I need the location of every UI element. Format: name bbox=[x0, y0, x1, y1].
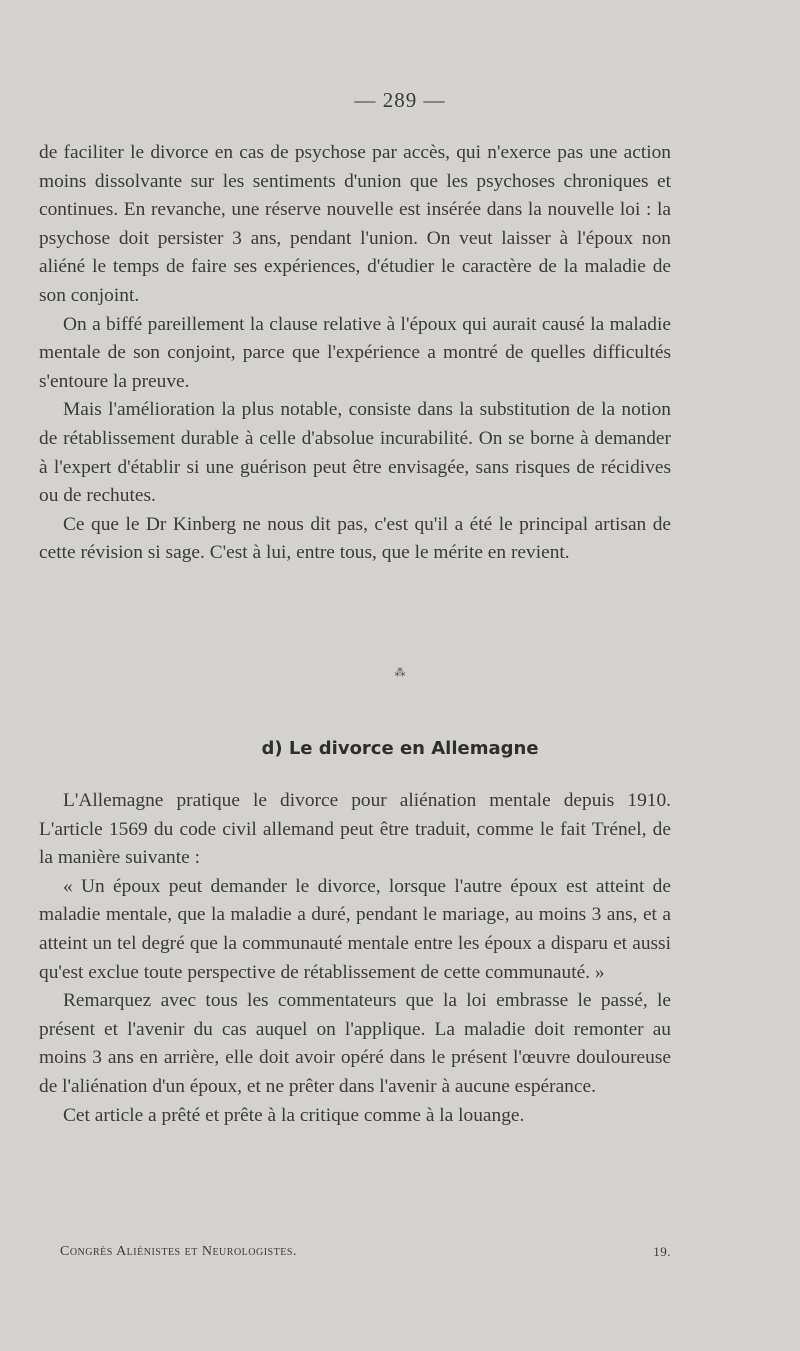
paragraph: de faciliter le divorce en cas de psychose par accès, qui n'exerce pas une action moins dissolvante sur les sentiments d'union que les psychoses chroniques et continues. En revanche, une réserve nouvelle est insérée dans la nouvelle loi : la psychose doit persister 3 ans, pendant l'union. On veut laisser à l'époux non aliéné le temps de faire ses expériences, d'étudier le caractère de la maladie de son conjoint. bbox=[39, 142, 671, 306]
footer-signature: Congrès Aliénistes et Neurologistes. bbox=[60, 1244, 297, 1259]
quoted-article: « Un époux peut demander le divorce, lorsque l'autre époux est atteint de maladie mentale, que la maladie a duré, pendant le mariage, au moins 3 ans, et a atteint un tel degré que la communauté mentale entre les époux a disparu et aussi qu'est exclue toute perspective de rétablissement de cette communauté. » bbox=[39, 875, 671, 983]
page-number: — 289 — bbox=[354, 88, 446, 112]
body-text bbox=[39, 139, 671, 568]
paragraph: Remarquez avec tous les commentateurs que la loi embrasse le passé, le présent et l'avenir du cas auquel on l'applique. La maladie doit remonter au moins 3 ans en arrière, elle doit avoir opéré dans le présent l'œuvre douloureuse de l'aliénation d'un époux, et ne prêter dans l'avenir à aucune espérance. bbox=[39, 990, 671, 1097]
section-heading: d) Le divorce en Allemagne bbox=[261, 738, 539, 759]
section-body bbox=[39, 787, 671, 1130]
paragraph: Mais l'amélioration la plus notable, consiste dans la substitution de la notion de rétablissement durable à celle d'absolue incurabilité. On se borne à demander à l'expert d'établir si une guérison peut être envisagée, sans risques de récidives ou de rechutes. bbox=[39, 399, 671, 507]
paragraph: On a biffé pareillement la clause relative à l'époux qui aurait causé la maladie mentale de son conjoint, parce que l'expérience a montré de quelles difficultés s'entoure la preuve. bbox=[39, 313, 671, 392]
paragraph: Cet article a prêté et prête à la critique comme à la louange. bbox=[63, 1104, 525, 1126]
page-footer bbox=[60, 1244, 671, 1260]
footer-sheet-number: 19. bbox=[653, 1244, 671, 1259]
paragraph: Ce que le Dr Kinberg ne nous dit pas, c'est qu'il a été le principal artisan de cette révision si sage. C'est à lui, entre tous, que le mérite en revient. bbox=[39, 513, 671, 564]
asterism-ornament: ⁂ bbox=[394, 666, 406, 679]
paragraph: L'Allemagne pratique le divorce pour aliénation mentale depuis 1910. L'article 1569 du code civil allemand peut être traduit, comme le fait Trénel, de la manière suivante : bbox=[39, 790, 671, 869]
